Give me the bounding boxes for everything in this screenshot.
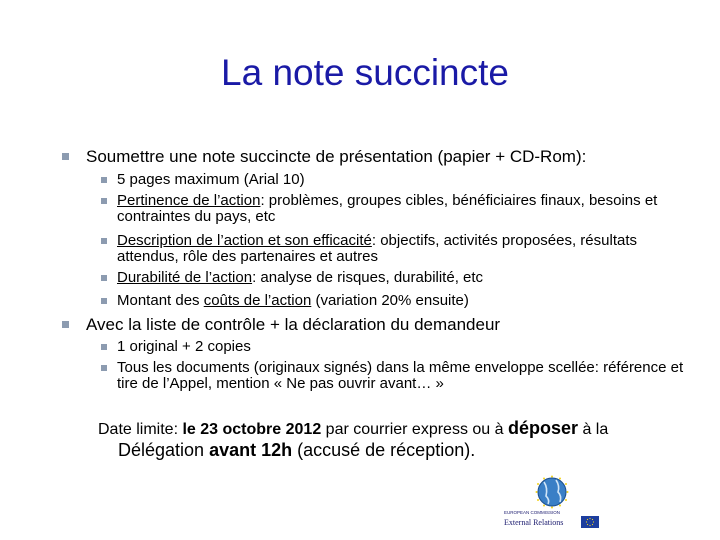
eu-flag-icon	[581, 516, 599, 528]
bullet-checklist	[64, 315, 500, 335]
deadline-date: le 23 octobre 2012	[182, 421, 322, 438]
deadline-text: Délégation	[118, 440, 210, 460]
sub-bullet-documents	[99, 360, 699, 392]
underlined-term: Description de l’action et son efficacité	[117, 232, 372, 249]
deadline-text: à la	[578, 421, 609, 438]
sub-bullet-marker	[101, 298, 107, 304]
sub-bullet-text: 1 original + 2 copies	[117, 338, 251, 355]
deadline-label: Date limite:	[98, 421, 183, 438]
sub-bullet-text: (variation 20% ensuite)	[311, 292, 469, 309]
deadline-text: par courrier express ou à	[321, 421, 508, 438]
sub-bullet-marker	[101, 344, 107, 350]
sub-bullet-marker	[101, 177, 107, 183]
bullet-text: Avec la liste de contrôle + la déclaration du demandeur	[86, 315, 501, 334]
page-title: La note succincte	[221, 52, 509, 93]
deadline-note	[98, 418, 688, 462]
sub-bullet-description	[99, 233, 699, 265]
sub-bullet-text: Montant des	[117, 292, 204, 309]
sub-bullet-marker	[101, 198, 107, 204]
sub-bullet-text: 5 pages maximum (Arial 10)	[117, 171, 305, 188]
bullet-marker	[62, 153, 69, 160]
logo-line-1: EUROPEAN COMMISSION	[504, 510, 561, 515]
deadline-text: (accusé de réception).	[292, 440, 476, 460]
sub-bullet-pages	[99, 172, 699, 188]
sub-bullet-text: Tous les documents (originaux signés) dans la même enveloppe scellée: référence et tire de l’Appel, mention « Ne pas ouvrir avant… »	[117, 359, 684, 392]
sub-bullet-marker	[101, 365, 107, 371]
sub-bullet-text: : analyse de risques, durabilité, etc	[252, 269, 484, 286]
sub-bullet-copies	[99, 339, 699, 355]
logo-line-2: External Relations	[504, 518, 564, 527]
sub-bullet-relevance	[99, 193, 699, 225]
sub-bullet-marker	[101, 238, 107, 244]
deadline-time: avant 12h	[209, 440, 293, 460]
european-commission-logo	[504, 474, 600, 530]
bullet-text: Soumettre une note succincte de présentation (papier + CD-Rom):	[86, 147, 587, 166]
underlined-term: Durabilité de l’action	[117, 269, 253, 286]
underlined-term: coûts de l’action	[203, 292, 312, 309]
sub-bullet-text: : problèmes, groupes cibles, bénéficiaires finaux, besoins et contraintes du pays, etc	[117, 192, 658, 225]
bullet-marker	[62, 321, 69, 328]
sub-bullet-marker	[101, 275, 107, 281]
deadline-deposit: déposer	[507, 418, 578, 438]
underlined-term: Pertinence de l’action	[117, 192, 261, 209]
sub-bullet-sustainability	[99, 270, 699, 286]
sub-bullet-costs	[99, 293, 699, 309]
bullet-submit-note	[64, 147, 586, 167]
sub-bullet-text: : objectifs, activités proposées, résultats attendus, rôle des partenaires et autres	[117, 232, 637, 265]
